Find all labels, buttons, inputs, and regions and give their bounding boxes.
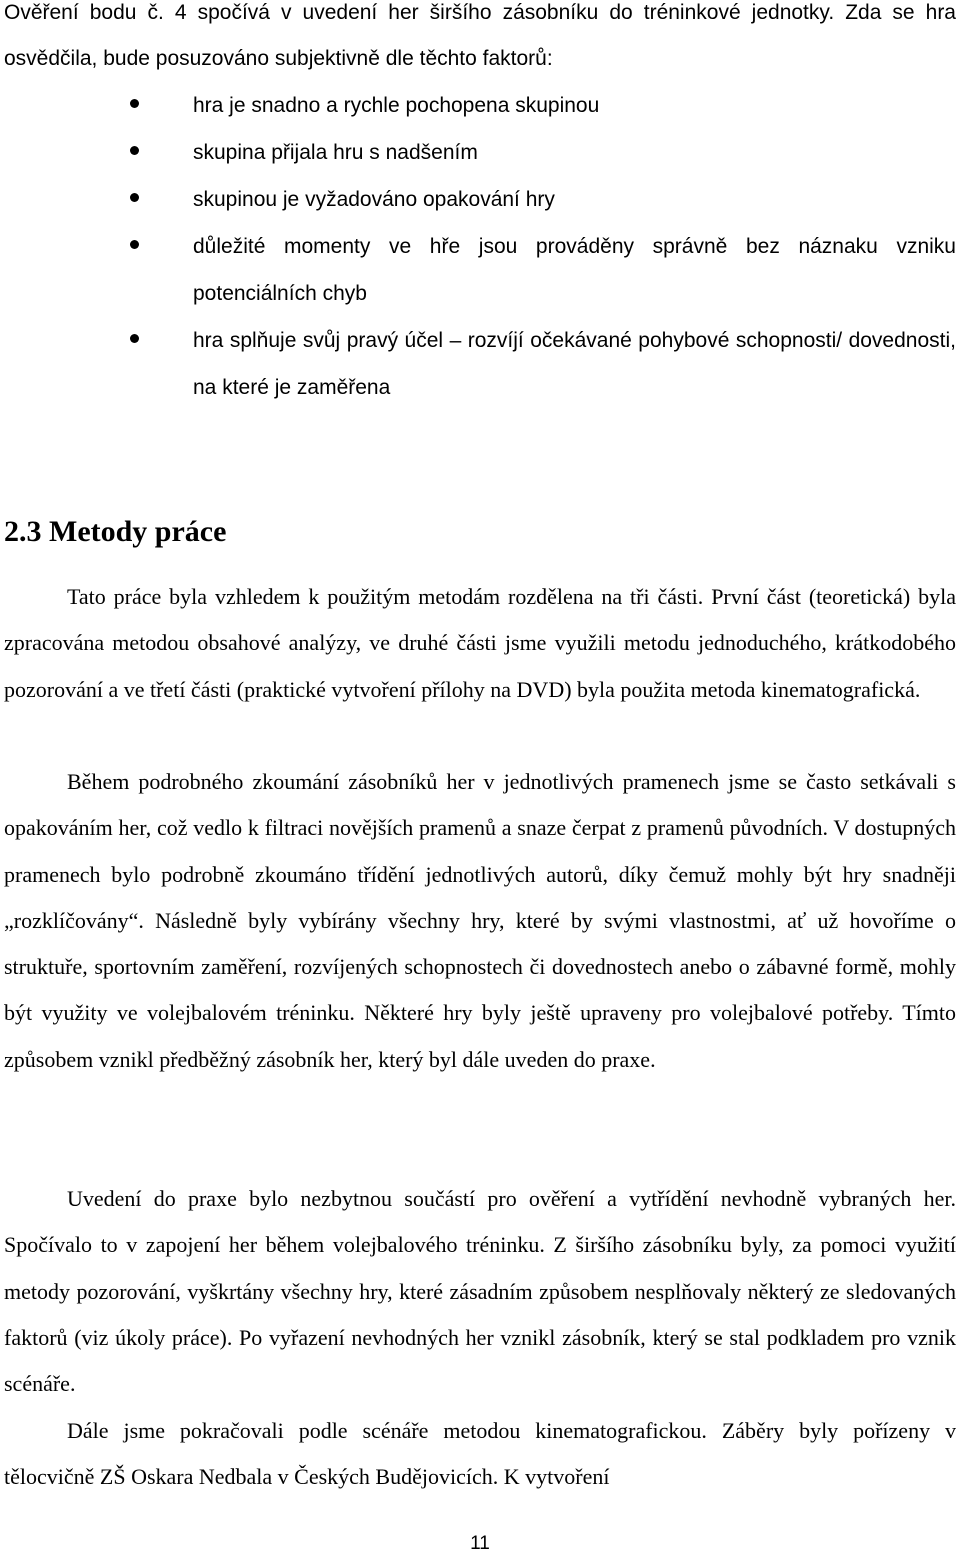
list-item (0, 129, 960, 176)
page-number: 11 (470, 1533, 490, 1554)
list-item-text: skupina přijala hru s nadšením (193, 141, 478, 164)
section-heading: 2.3 Metody práce (4, 515, 227, 548)
methods-paragraph: Tato práce byla vzhledem k použitým metodám rozdělena na tři části. První část (teoretická) byla zpracována metodou obsahové analýzy, ve druhé části jsme využili metodu jednoduchého, krátkodobého pozorování a ve třetí části (praktické vytvoření přílohy na DVD) byla použita metoda kinematografická. (4, 584, 956, 702)
list-item (0, 176, 960, 223)
sources-paragraph: Během podrobného zkoumání zásobníků her v jednotlivých pramenech jsme se často setkávali s opakováním her, což vedlo k filtraci novějších pramenů a snaze čerpat z pramenů původních. V dostupných pramenech bylo podrobně zkoumáno třídění jednotlivých autorů, díky čemuž mohly být hry snadněji „rozklíčovány“. Následně byly vybírány všechny hry, které by svými vlastnostmi, ať už hovoříme o struktuře, sportovním zaměření, rozvíjených schopnostech či dovednostech anebo o zábavné formě, mohly být využity ve volejbalovém tréninku. Některé hry byly ještě upraveny pro volejbalové potřeby. Tímto způsobem vznikl předběžný zásobník her, který byl dále uveden do praxe. (4, 769, 956, 1072)
practice-paragraph: Uvedení do praxe bylo nezbytnou součástí pro ověření a vytřídění nevhodně vybraných her. Spočívalo to v zapojení her během volejbalového tréninku. Z širšího zásobníku byly, za pomoci využití metody pozorování, vyškrtány všechny hry, které zásadním způsobem nesplňovaly některý ze sledovaných faktorů (viz úkoly práce). Po vyřazení nevhodných her vznikl zásobník, který se stal podkladem pro vznik scénáře. (4, 1186, 956, 1397)
bullet-icon (130, 99, 139, 108)
list-item (0, 223, 960, 317)
bullet-icon (130, 334, 139, 343)
list-item-text: skupinou je vyžadováno opakování hry (193, 188, 555, 211)
bullet-icon (130, 193, 139, 202)
list-item-text: důležité momenty ve hře jsou prováděny správně bez náznaku vzniku potenciálních chyb (193, 235, 956, 305)
criteria-list (0, 82, 960, 411)
bullet-icon (130, 240, 139, 249)
intro-paragraph: Ověření bodu č. 4 spočívá v uvedení her širšího zásobníku do tréninkové jednotky. Zda se hra osvědčila, bude posuzováno subjektivně dle těchto faktorů: (4, 1, 956, 71)
list-item-text: hra je snadno a rychle pochopena skupinou (193, 94, 600, 117)
list-item-text: hra splňuje svůj pravý účel – rozvíjí očekávané pohybové schopnosti/ dovednosti, na které je zaměřena (193, 329, 956, 399)
filming-paragraph: Dále jsme pokračovali podle scénáře metodou kinematografickou. Záběry byly pořízeny v tělocvičně ZŠ Oskara Nedbala v Českých Budějovicích. K vytvoření (4, 1418, 956, 1490)
list-item (0, 317, 960, 411)
bullet-icon (130, 146, 139, 155)
list-item (0, 82, 960, 129)
